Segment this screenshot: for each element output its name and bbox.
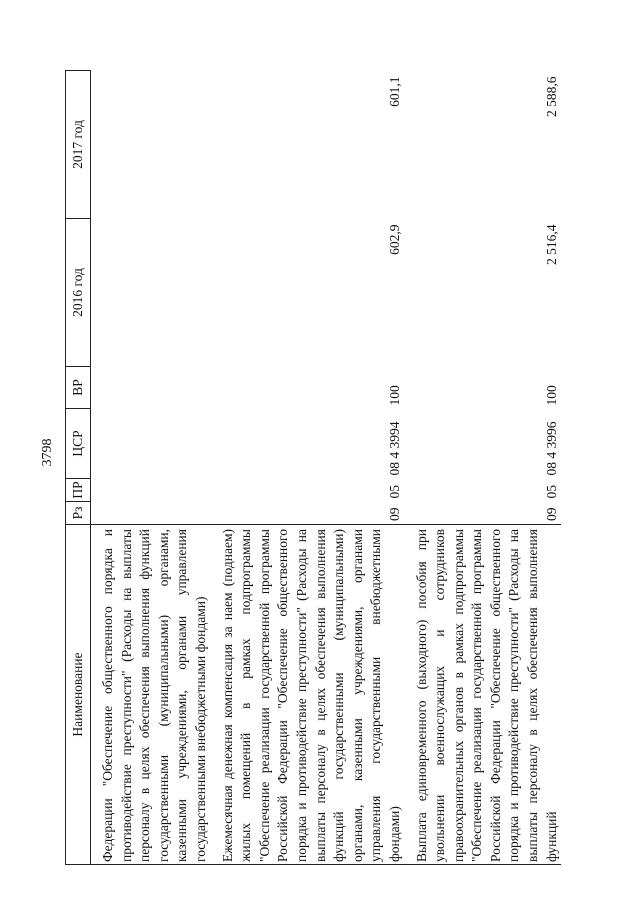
table-gap bbox=[211, 71, 219, 865]
budget-table bbox=[65, 70, 561, 865]
row-rz: 09 bbox=[386, 507, 402, 521]
row-vr bbox=[99, 367, 211, 409]
header-pr: ПР bbox=[66, 479, 91, 502]
row-pr: 05 bbox=[386, 485, 402, 499]
table-gap bbox=[405, 71, 413, 865]
row-2016: 2 516,4 bbox=[543, 224, 559, 265]
table-gap bbox=[91, 71, 100, 865]
row-2016 bbox=[99, 219, 211, 367]
row-name: Выплата единовременного (выходного) пособия при увольнении военнослужащих и сотрудников правоохранительных органов в рамках подпрограммы "Обеспечение реализации государственной программы Российской Федерации "Обеспечение общественного порядка и противодействие преступности" (Расходы на выплаты персоналу в целях обеспечения выполнения функций bbox=[413, 525, 562, 865]
row-name: Ежемесячная денежная компенсация за наем (поднаем) жилых помещений в рамках подпрограммы "Обеспечение реализации государственной программы Российской Федерации "Обеспечение общественного порядка и противодействие преступности" (Расходы на выплаты персоналу в целях обеспечения выполнения функций государственными (муниципальными) органами, казенными учреждениями, органами управления государственными внебюджетными фондами) bbox=[219, 525, 405, 865]
table-row bbox=[99, 71, 211, 865]
row-2016: 602,9 bbox=[386, 224, 402, 255]
header-name: Наименование bbox=[66, 525, 91, 865]
header-rz: Рз bbox=[66, 502, 91, 525]
table-header-row bbox=[66, 71, 91, 865]
header-vr: ВР bbox=[66, 367, 91, 409]
row-csr bbox=[99, 409, 211, 479]
row-2017: 601,1 bbox=[386, 76, 402, 107]
row-pr: 05 bbox=[543, 485, 559, 499]
row-name: Федерации "Обеспечение общественного порядка и противодействие преступности" (Расходы на выплаты персоналу в целях обеспечения выполнения функций государственными (муниципальными) органами, казенными учреждениями, органами управления государственными внебюджетными фондами) bbox=[99, 525, 211, 865]
row-2017: 2 588,6 bbox=[543, 76, 559, 117]
row-vr: 100 bbox=[543, 385, 559, 406]
row-csr: 08 4 3996 bbox=[543, 421, 559, 476]
header-csr: ЦСР bbox=[66, 409, 91, 479]
header-2017: 2017 год bbox=[66, 71, 91, 219]
row-rz: 09 bbox=[543, 507, 559, 521]
page-number: 3798 bbox=[40, 438, 55, 467]
row-rz bbox=[99, 502, 211, 525]
row-pr bbox=[99, 479, 211, 502]
header-2016: 2016 год bbox=[66, 219, 91, 367]
table-row bbox=[219, 71, 405, 865]
row-csr: 08 4 3994 bbox=[386, 421, 402, 476]
row-vr: 100 bbox=[386, 385, 402, 406]
row-2017 bbox=[99, 71, 211, 219]
table-row bbox=[413, 71, 562, 865]
